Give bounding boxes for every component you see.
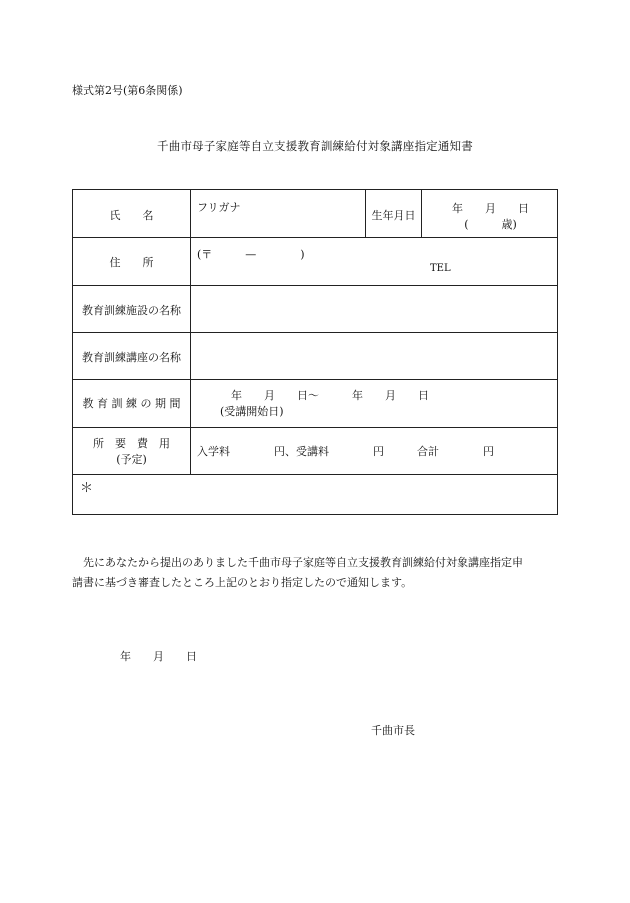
form-table: [72, 189, 558, 515]
note-mark: ＊: [80, 481, 94, 496]
row-divider: [73, 379, 557, 380]
age-value: ( 歳): [464, 218, 517, 231]
issuer-name: 千曲市長: [371, 724, 415, 737]
period-start-note: (受講開始日): [220, 405, 284, 418]
notice-text: [72, 553, 560, 593]
tel-label: TEL: [430, 263, 451, 274]
training-period-value: 年 月 日～ 年 月 日: [231, 389, 429, 402]
document-title: 千曲市母子家庭等自立支援教育訓練給付対象講座指定通知書: [157, 139, 473, 153]
cost-label: 所 要 費 用: [93, 437, 170, 450]
row-divider: [73, 427, 557, 428]
birth-date-label: 生年月日: [371, 209, 416, 222]
cost-value: 入学料 円、受講料 円 合計 円: [197, 445, 494, 458]
cost-sub-label: (予定): [116, 453, 147, 466]
column-divider: [190, 190, 191, 474]
furigana-label: フリガナ: [197, 201, 241, 214]
issue-date: 年 月 日: [120, 650, 197, 663]
training-period-label: 教 育 訓 練 の 期 間: [82, 397, 181, 410]
postal-code: (〒 — ): [197, 248, 305, 261]
form-number: 様式第2号(第6条関係): [72, 84, 183, 97]
row-divider: [73, 285, 557, 286]
birth-date-value: 年 月 日: [452, 202, 529, 215]
name-label: 氏 名: [109, 209, 154, 222]
address-label: 住 所: [109, 256, 154, 269]
row-divider: [73, 474, 557, 475]
row-divider: [73, 332, 557, 333]
notice-line-2: 請書に基づき審査したところ上記のとおり指定したので通知します。: [72, 576, 413, 589]
facility-name-label: 教育訓練施設の名称: [82, 304, 181, 317]
course-name-label: 教育訓練講座の名称: [82, 351, 181, 364]
notice-line-1: 先にあなたから提出のありました千曲市母子家庭等自立支援教育訓練給付対象講座指定申: [83, 556, 523, 569]
row-divider: [73, 237, 557, 238]
